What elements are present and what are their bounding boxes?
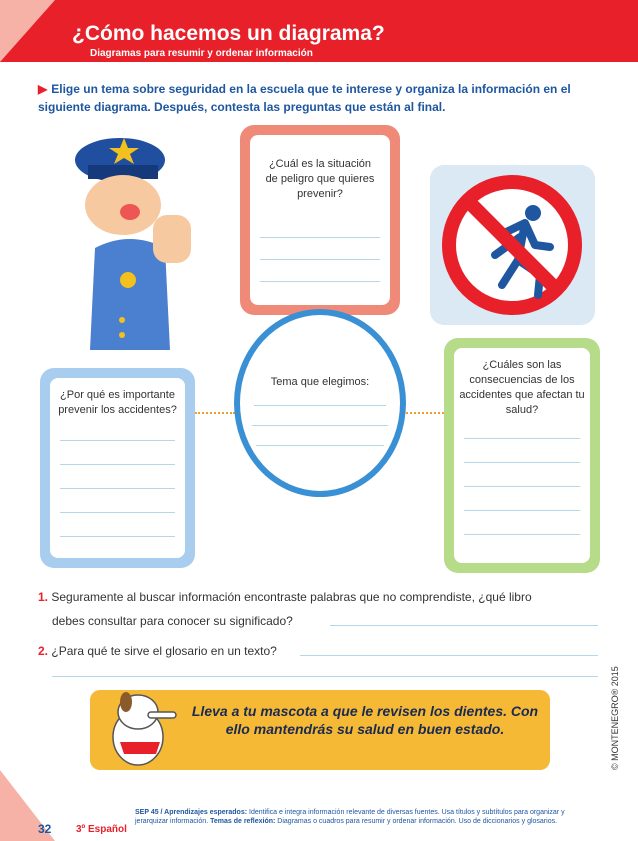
- footer-standards: [135, 808, 575, 826]
- no-running-icon: [430, 165, 595, 325]
- themes-label: Temas de reflexión:: [210, 818, 276, 825]
- connector-left: [195, 412, 235, 414]
- connector-right: [406, 412, 444, 414]
- top-card-question: ¿Cuál es la situación de peligro que quieres prevenir?: [265, 158, 375, 200]
- answer-line: [60, 512, 175, 513]
- page-number: 32: [38, 822, 52, 836]
- copyright: © MONTENEGRO® 2015: [610, 666, 620, 770]
- answer-line-2[interactable]: [300, 655, 598, 656]
- answer-line: [60, 488, 175, 489]
- answer-line: [464, 438, 580, 439]
- right-card-question: ¿Cuáles son las consecuencias de los accidentes que afectan tu salud?: [459, 359, 585, 416]
- question-1: [38, 590, 532, 604]
- subject-label: 3º Español: [76, 824, 127, 835]
- answer-line: [256, 445, 384, 446]
- answer-line: [252, 425, 388, 426]
- instruction-text: Elige un tema sobre seguridad en la escuela que te interese y organiza la información en el siguiente diagrama. Después, contesta las preguntas que están al final.: [38, 82, 571, 114]
- police-officer-illustration: [60, 120, 215, 355]
- answer-line: [60, 536, 175, 537]
- answer-line: [260, 259, 380, 260]
- answer-line: [260, 281, 380, 282]
- page-subtitle: Diagramas para resumir y ordenar información: [90, 48, 313, 59]
- answer-line: [464, 486, 580, 487]
- page-title: ¿Cómo hacemos un diagrama?: [72, 22, 385, 45]
- no-running-sign: [430, 165, 595, 325]
- answer-line: [464, 462, 580, 463]
- sep-label: SEP 45 / Aprendizajes esperados:: [135, 809, 248, 816]
- answer-line: [464, 534, 580, 535]
- left-card: [40, 368, 195, 568]
- dog-icon: [98, 682, 188, 772]
- right-card: [444, 338, 600, 573]
- center-circle: [234, 309, 406, 497]
- top-card: [240, 125, 400, 315]
- tip-banner: [90, 690, 550, 770]
- answer-line-3[interactable]: [52, 676, 598, 677]
- sep-text: Identifica e integra información relevante de diversas fuentes. Usa títulos y subtítulos para organizar y jerarquizar información.: [135, 809, 565, 825]
- arrow-right-icon: ▶: [38, 82, 48, 96]
- answer-line: [60, 440, 175, 441]
- themes-text: Diagramas o cuadros para resumir y ordenar información. Uso de diccionarios y glosarios.: [277, 818, 558, 825]
- question-number: 1.: [38, 590, 49, 604]
- answer-line: [254, 405, 386, 406]
- question-2: [38, 644, 277, 658]
- instruction: [38, 80, 608, 116]
- answer-line: [60, 464, 175, 465]
- question-2-text: ¿Para qué te sirve el glosario en un texto?: [51, 644, 277, 658]
- question-1-text: Seguramente al buscar información encontraste palabras que no comprendiste, ¿qué libro: [51, 590, 532, 604]
- header-decoration: [0, 0, 55, 62]
- left-card-question: ¿Por qué es importante prevenir los accidentes?: [58, 389, 177, 416]
- answer-line: [464, 510, 580, 511]
- question-1-cont: debes consultar para conocer su significado?: [52, 614, 293, 628]
- question-number: 2.: [38, 644, 49, 658]
- tip-text: Lleva a tu mascota a que le revisen los dientes. Con ello mantendrás su salud en buen estado.: [191, 703, 539, 737]
- answer-line: [260, 237, 380, 238]
- center-circle-label: Tema que elegimos:: [270, 376, 370, 388]
- answer-line-1[interactable]: [330, 625, 598, 626]
